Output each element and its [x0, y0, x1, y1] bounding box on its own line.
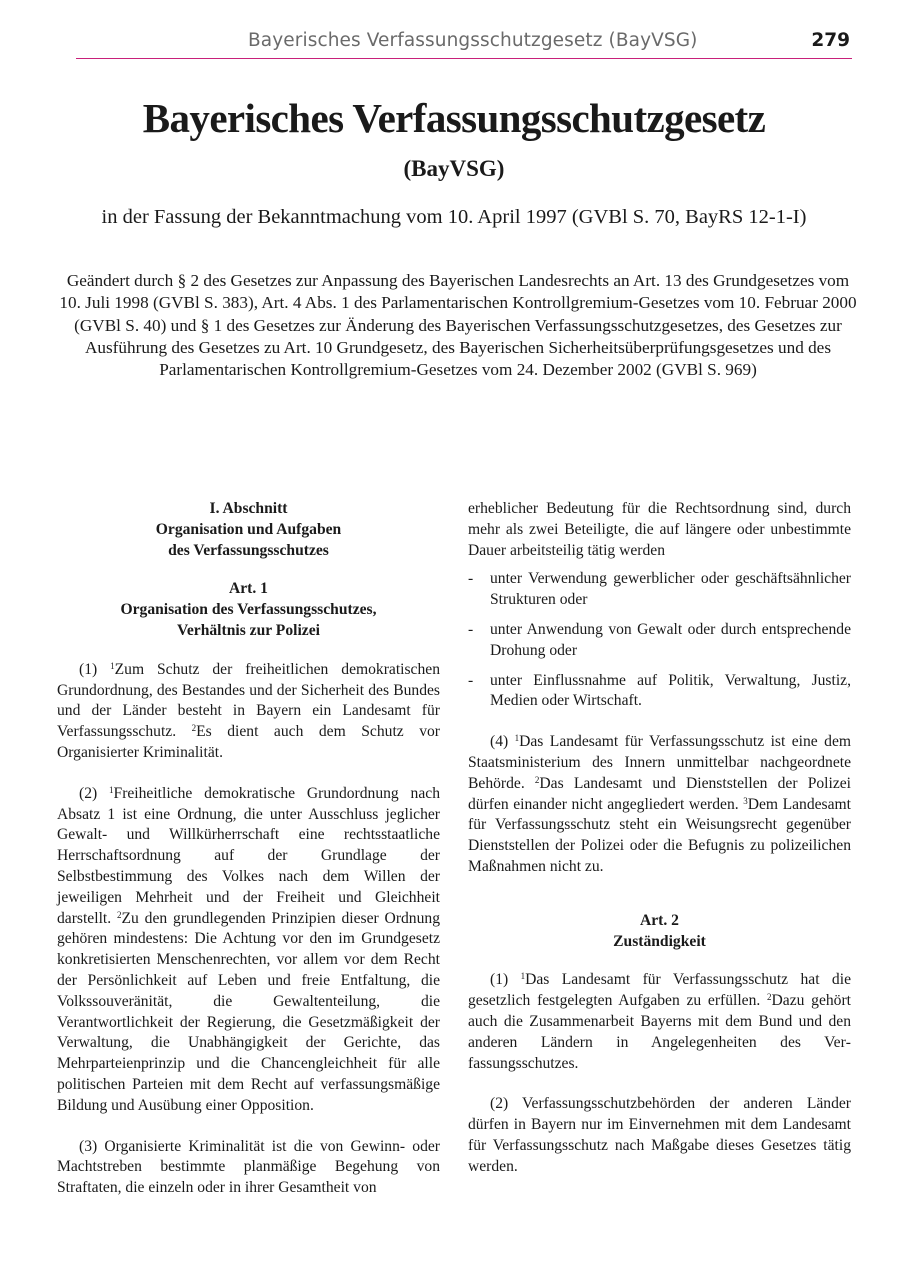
paragraph-art2-1	[468, 970, 851, 1074]
page-number: 279	[811, 30, 850, 51]
sentence: Das Landesamt für Verfassungsschutz hat die gesetzlich festgelegten Aufgaben zu erfüllen.	[468, 971, 851, 1010]
sentence-number: 2	[191, 723, 197, 734]
right-column	[468, 499, 851, 1178]
document-amendment-note: Geändert durch § 2 des Gesetzes zur Anpassung des Bayerischen Landesrechts an Art. 13 des Grundgesetzes vom 10. Juli 1998 (GVBl S. 383), Art. 4 Abs. 1 des Parlamentarischen Kontrollgremium-Gesetzes vom 10. Februar 2000 (GVBl S. 40) und § 1 des Gesetzes zur Änderung des Bayerischen Verfassungsschutzgesetzes, des Gesetzes zur Ausführung des Gesetzes zu Art. 10 Grundgesetz, des Bayerischen Sicherheitsüberprüfungsgesetzes und des Parlamentarischen Kontrollgremium-Gesetzes vom 24. Dezember 2002 (GVBl S. 969)	[59, 271, 857, 380]
document-title: Bayerisches Verfassungsschutzgesetz	[142, 95, 766, 141]
sentence: Das Landesamt und Dienststellen der Polizei dürfen einander nicht angegliedert werden.	[468, 774, 851, 813]
document-abbreviation: (BayVSG)	[403, 156, 505, 181]
criteria-list	[468, 569, 851, 712]
sentence-number: 2	[534, 774, 540, 785]
sentence: Zu den grundlegenden Prinzipien dieser Ordnung gehören mindestens: Die Achtung vor den im Grundgesetz konkretisierten Menschenrechten, vor allem vor dem Recht der Persönlichkeit auf Leben und freie Entfaltung, die Volkssouveränität, die Gewaltenteilung, die Verantwortlichkeit der Regierung, die Gesetzmäßigkeit der Verwaltung, die Unabhängigkeit der Gerichte, das Mehrparteienprinzip und die Chancengleichheit für alle politischen Parteien mit dem Recht auf verfassungsmäßige Bildung und Ausübung einer Opposition.	[57, 909, 440, 1114]
sentence: Das Landesamt für Verfassungsschutz ist eine dem Staatsministerium des Innern unmittelbar nachgeordnete Behörde.	[468, 733, 852, 792]
paragraph-art1-2	[57, 784, 440, 1117]
paragraph-label: (2)	[79, 784, 110, 802]
article-title-line2: Verhältnis zur Polizei	[177, 621, 320, 639]
sentence-number: 1	[514, 733, 520, 744]
paragraph-label: (1)	[490, 971, 521, 989]
sentence-number: 3	[743, 795, 748, 806]
article-title-line1: Organisation des Verfassungsschutzes,	[120, 601, 377, 619]
article-heading-1	[57, 579, 440, 641]
running-title: Bayerisches Verfassungsschutzgesetz (BayVSG)	[248, 30, 698, 51]
sentence-number: 1	[520, 971, 526, 982]
paragraph-label: (1)	[79, 660, 111, 678]
sentence: Dazu gehört auch die Zusammenarbeit Bayerns mit dem Bund und den anderen Ländern in Angelegenheiten des Verfassungsschutzes.	[468, 992, 851, 1072]
sentence-number: 1	[109, 784, 114, 795]
list-item: - unter Verwendung gewerblicher oder geschäftsähnlicher Strukturen oder	[468, 569, 851, 611]
section-title-line1: Organisation und Aufgaben	[155, 520, 342, 538]
sentence-number: 2	[767, 992, 772, 1003]
article-number: Art. 1	[229, 580, 268, 598]
running-header	[76, 28, 852, 59]
section-title-line2: des Verfassungsschutzes	[168, 541, 329, 559]
sentence-number: 2	[116, 909, 122, 920]
paragraph-art1-3: (3) Organisierte Kriminalität ist die von Gewinn- oder Machtstreben bestimmte planmäßige Begehung von Straftaten, die einzeln oder in ihrer Gesamtheit von	[57, 1137, 440, 1197]
sentence: Dem Landesamt für Verfassungsschutz steht ein Weisungsrecht gegenüber Dienststellen der Polizei oder die Befugnis zu polizeilichen Maßnahmen nicht zu.	[468, 795, 852, 875]
sentence: Freiheitliche demokratische Grundordnung nach Absatz 1 ist eine Ordnung, die unter Ausschluss jeglicher Gewalt- und Willkürherrschaft eine rechtsstaatliche Herrschaftsordnung auf der Grundlage der Selbstbestimmung des Volkes nach dem Willen der jeweiligen Mehrheit und der Freiheit und Gleichheit darstellt.	[57, 784, 440, 927]
sentence: Es dient auch dem Schutz vor Organisierter Kriminalität.	[57, 723, 441, 761]
paragraph-label: (4)	[490, 733, 515, 751]
sentence-number: 1	[110, 660, 115, 671]
paragraph-art1-3-continued: erheblicher Bedeutung für die Rechtsordnung sind, durch mehr als zwei Beteiligte, die auf längere oder unbestimmte Dauer arbeitsteilig tätig werden	[468, 500, 851, 559]
section-number: I. Abschnitt	[209, 500, 288, 517]
article-heading-2	[468, 911, 851, 953]
sentence: Zum Schutz der freiheitlichen demokratischen Grundordnung, des Bestandes und der Sicherheit des Bundes und der Länder besteht in Bayern ein Landesamt für Verfassungsschutz.	[57, 660, 440, 741]
left-column	[57, 499, 440, 1199]
paragraph-art1-4	[468, 732, 851, 878]
paragraph-art1-1	[57, 660, 440, 764]
paragraph-art2-2: (2) Verfassungsschutzbehörden der anderen Länder dürfen in Bayern nur im Einvernehmen mit dem Landesamt für Verfassungsschutz nach Maßgabe dieses Gesetzes tätig werden.	[468, 1095, 851, 1175]
list-item: - unter Einflussnahme auf Politik, Verwaltung, Justiz, Medien oder Wirtschaft.	[468, 671, 851, 713]
article-title: Zuständigkeit	[613, 932, 706, 950]
section-heading	[57, 499, 440, 561]
document-version-note: in der Fassung der Bekanntmachung vom 10. April 1997 (GVBl S. 70, BayRS 12-1-I)	[101, 206, 807, 228]
article-number: Art. 2	[640, 911, 679, 929]
list-item: - unter Anwendung von Gewalt oder durch entsprechende Drohung oder	[468, 620, 851, 662]
